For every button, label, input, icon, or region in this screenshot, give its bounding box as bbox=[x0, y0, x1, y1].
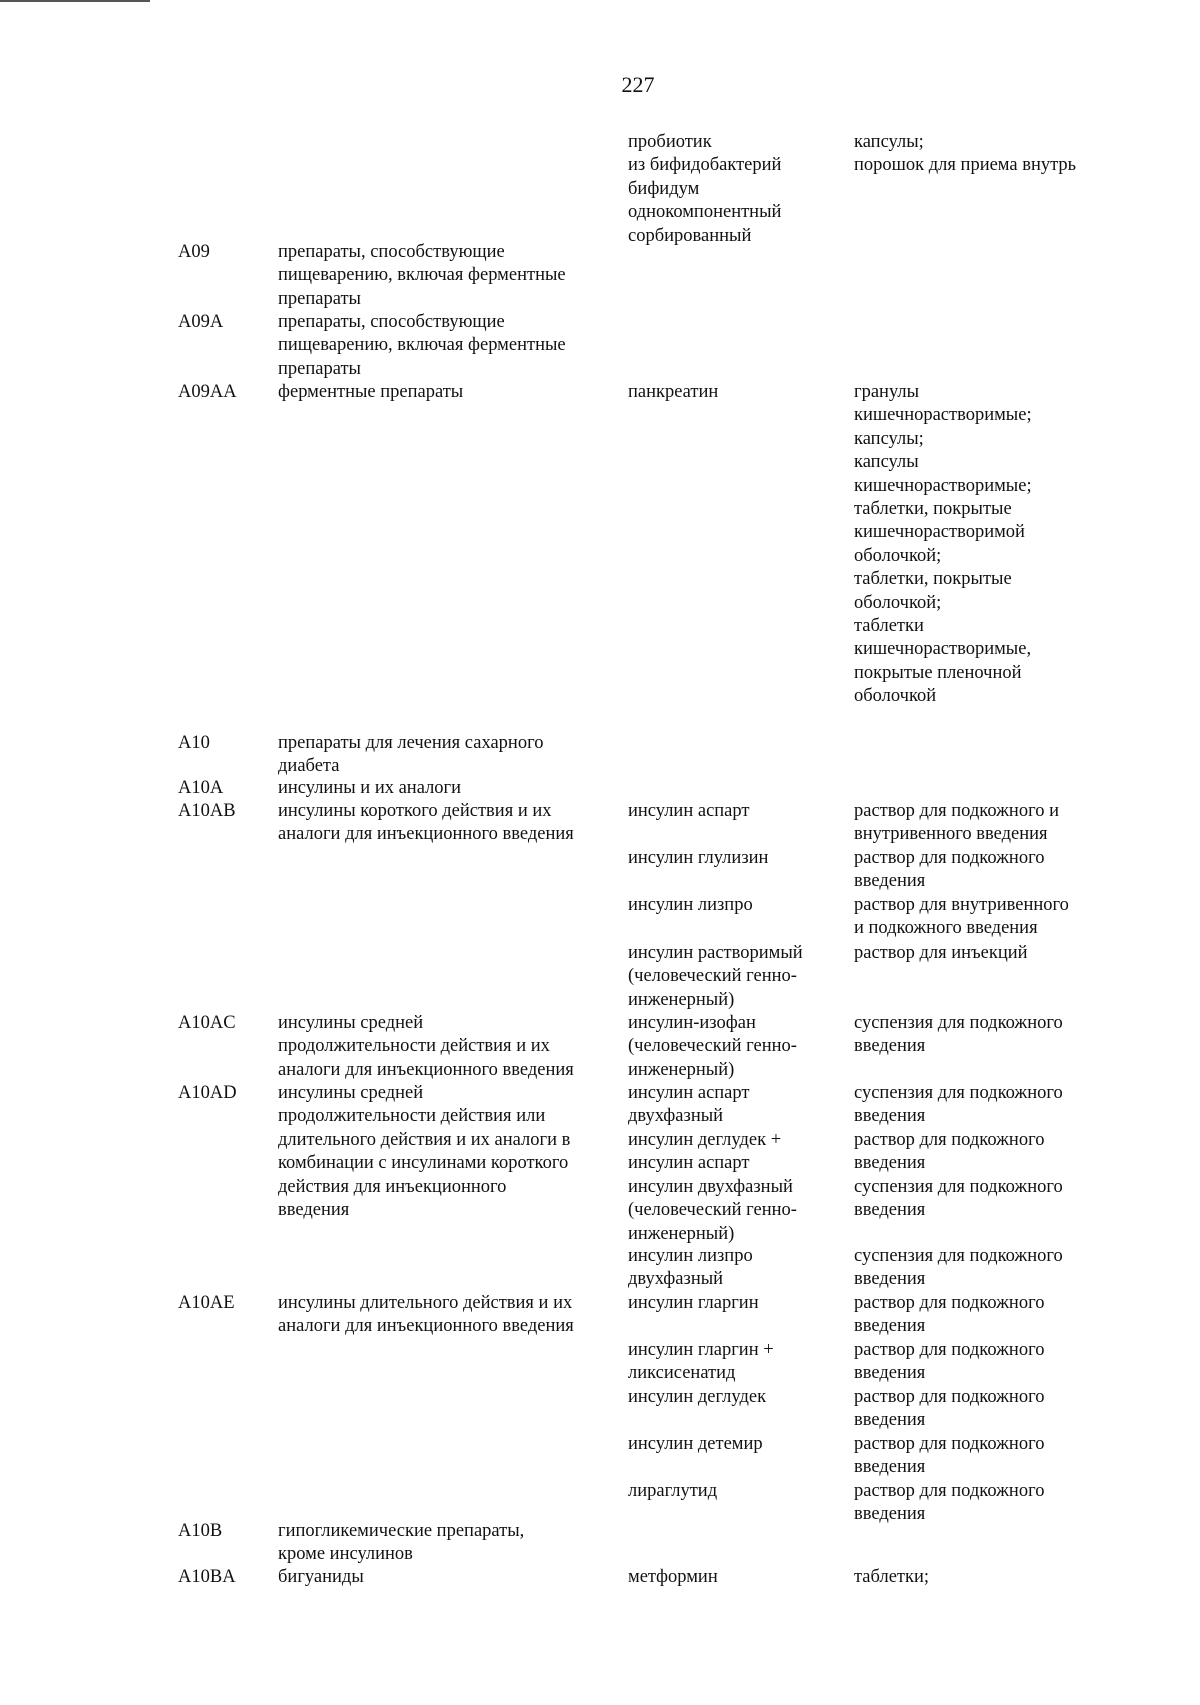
name-text-line: аналоги для инъекционного введения bbox=[278, 824, 574, 845]
table-cell-form bbox=[854, 800, 1104, 847]
form-text-line: раствор для подкожного bbox=[854, 1434, 1045, 1454]
form-text-line: раствор для инъекций bbox=[854, 943, 1028, 963]
code-text-line: A10BA bbox=[178, 1567, 236, 1587]
form-text-line: раствор для подкожного bbox=[854, 1481, 1045, 1501]
form-text-line: раствор для подкожного bbox=[854, 848, 1045, 868]
form-text-line: введения bbox=[854, 1504, 926, 1525]
name-text-line: диабета bbox=[278, 756, 340, 777]
drug-text-line: инсулин двухфазный bbox=[628, 1177, 793, 1197]
table-cell-name bbox=[278, 800, 618, 847]
page-number: 227 bbox=[621, 72, 655, 97]
name-text-line: инсулины средней bbox=[278, 1083, 424, 1103]
drug-text-line: пробиотик bbox=[628, 132, 712, 152]
table-cell-form bbox=[854, 131, 1104, 178]
name-text-line: препараты bbox=[278, 358, 361, 379]
table-cell-name bbox=[278, 311, 618, 381]
name-text-line: комбинации с инсулинами короткого bbox=[278, 1153, 569, 1174]
table-cell-form bbox=[854, 1386, 1104, 1433]
table-cell-form bbox=[854, 1433, 1104, 1480]
name-text-line: продолжительности действия или bbox=[278, 1106, 546, 1127]
drug-text-line: лираглутид bbox=[628, 1481, 718, 1501]
drug-text-line: сорбированный bbox=[628, 225, 752, 246]
form-text-line: таблетки, покрытые bbox=[854, 499, 1012, 520]
table-cell-code bbox=[178, 777, 260, 800]
table-cell-name bbox=[278, 1012, 618, 1082]
form-text-line: кишечнорастворимые; bbox=[854, 405, 1032, 426]
code-text-line: A09A bbox=[178, 312, 224, 332]
form-text-line: введения bbox=[854, 1269, 926, 1290]
drug-text-line: инженерный) bbox=[628, 989, 735, 1010]
form-text-line: введения bbox=[854, 871, 926, 892]
table-cell-drug bbox=[628, 1129, 838, 1176]
table-cell-name bbox=[278, 1082, 618, 1222]
drug-text-line: инсулин лизпро bbox=[628, 895, 753, 915]
table-cell-code bbox=[178, 311, 260, 334]
name-text-line: препараты, способствующие bbox=[278, 242, 505, 262]
drug-text-line: инсулин глулизин bbox=[628, 848, 769, 868]
table-cell-form bbox=[854, 942, 1104, 965]
form-text-line: порошок для приема внутрь bbox=[854, 155, 1077, 176]
drug-text-line: инсулин-изофан bbox=[628, 1013, 756, 1033]
drug-text-line: однокомпонентный bbox=[628, 202, 782, 223]
table-cell-form bbox=[854, 847, 1104, 894]
drug-text-line: ликсисенатид bbox=[628, 1363, 736, 1384]
table-cell-name bbox=[278, 1520, 618, 1567]
drug-text-line: (человеческий генно- bbox=[628, 966, 797, 987]
form-text-line: раствор для подкожного bbox=[854, 1387, 1045, 1407]
code-text-line: A10AB bbox=[178, 801, 236, 821]
name-text-line: препараты для лечения сахарного bbox=[278, 733, 544, 753]
form-text-line: введения bbox=[854, 1200, 926, 1221]
form-text-line: покрытые пленочной bbox=[854, 662, 1022, 683]
table-cell-drug bbox=[628, 1245, 838, 1292]
table-cell-name bbox=[278, 777, 618, 800]
name-text-line: препараты bbox=[278, 288, 361, 309]
table-cell-drug bbox=[628, 800, 838, 823]
table-cell-form bbox=[854, 894, 1104, 941]
form-text-line: кишечнорастворимые, bbox=[854, 639, 1032, 660]
table-cell-form bbox=[854, 1176, 1104, 1223]
table-cell-drug bbox=[628, 1176, 838, 1246]
table-cell-name bbox=[278, 732, 618, 779]
form-text-line: введения bbox=[854, 1410, 926, 1431]
table-cell-drug bbox=[628, 131, 838, 248]
table-cell-name bbox=[278, 1566, 618, 1589]
table-cell-drug bbox=[628, 1386, 838, 1409]
table-cell-drug bbox=[628, 1082, 838, 1129]
code-text-line: A10AE bbox=[178, 1293, 235, 1313]
form-text-line: оболочкой bbox=[854, 686, 937, 707]
name-text-line: бигуаниды bbox=[278, 1567, 364, 1587]
form-text-line: раствор для подкожного bbox=[854, 1130, 1045, 1150]
form-text-line: введения bbox=[854, 1106, 926, 1127]
form-text-line: введения bbox=[854, 1153, 926, 1174]
drug-text-line: (человеческий генно- bbox=[628, 1036, 797, 1057]
table-cell-drug bbox=[628, 1566, 838, 1589]
drug-text-line: инсулин детемир bbox=[628, 1434, 763, 1454]
code-text-line: A10AD bbox=[178, 1083, 237, 1103]
table-cell-code bbox=[178, 381, 260, 404]
name-text-line: введения bbox=[278, 1200, 350, 1221]
name-text-line: кроме инсулинов bbox=[278, 1544, 413, 1565]
drug-text-line: инженерный) bbox=[628, 1059, 735, 1080]
drug-text-line: инженерный) bbox=[628, 1223, 735, 1244]
form-text-line: кишечнорастворимой bbox=[854, 522, 1025, 543]
form-text-line: внутривенного введения bbox=[854, 824, 1048, 845]
form-text-line: введения bbox=[854, 1363, 926, 1384]
name-text-line: аналоги для инъекционного введения bbox=[278, 1316, 574, 1337]
form-text-line: раствор для внутривенного bbox=[854, 895, 1069, 915]
name-text-line: пищеварению, включая ферментные bbox=[278, 265, 566, 286]
form-text-line: суспензия для подкожного bbox=[854, 1013, 1063, 1033]
name-text-line: пищеварению, включая ферментные bbox=[278, 335, 566, 356]
code-text-line: A09 bbox=[178, 242, 210, 262]
table-cell-form bbox=[854, 381, 1104, 709]
table-cell-form bbox=[854, 1339, 1104, 1386]
form-text-line: раствор для подкожного bbox=[854, 1293, 1045, 1313]
form-text-line: введения bbox=[854, 1036, 926, 1057]
table-cell-drug bbox=[628, 381, 838, 404]
table-cell-form bbox=[854, 1245, 1104, 1292]
form-text-line: раствор для подкожного и bbox=[854, 801, 1059, 821]
drug-text-line: из бифидобактерий bbox=[628, 155, 782, 176]
form-text-line: гранулы bbox=[854, 382, 920, 402]
table-cell-drug bbox=[628, 1012, 838, 1082]
drug-text-line: инсулин растворимый bbox=[628, 943, 803, 963]
table-cell-name bbox=[278, 381, 618, 404]
name-text-line: аналоги для инъекционного введения bbox=[278, 1059, 574, 1080]
form-text-line: оболочкой; bbox=[854, 592, 942, 613]
table-cell-form bbox=[854, 1480, 1104, 1527]
form-text-line: суспензия для подкожного bbox=[854, 1246, 1063, 1266]
table-cell-form bbox=[854, 1566, 1104, 1589]
form-text-line: капсулы bbox=[854, 452, 919, 473]
name-text-line: гипогликемические препараты, bbox=[278, 1521, 525, 1541]
drug-text-line: бифидум bbox=[628, 178, 700, 199]
table-cell-form bbox=[854, 1082, 1104, 1129]
name-text-line: инсулины длительного действия и их bbox=[278, 1293, 573, 1313]
form-text-line: кишечнорастворимые; bbox=[854, 475, 1032, 496]
table-cell-form bbox=[854, 1292, 1104, 1339]
table-cell-code bbox=[178, 241, 260, 264]
form-text-line: таблетки bbox=[854, 616, 924, 637]
table-cell-code bbox=[178, 1520, 260, 1543]
table-cell-drug bbox=[628, 1433, 838, 1456]
form-text-line: введения bbox=[854, 1457, 926, 1478]
form-text-line: суспензия для подкожного bbox=[854, 1177, 1063, 1197]
drug-text-line: инсулин аспарт bbox=[628, 1153, 750, 1174]
name-text-line: ферментные препараты bbox=[278, 382, 464, 402]
form-text-line: оболочкой; bbox=[854, 545, 942, 566]
name-text-line: инсулины средней bbox=[278, 1013, 424, 1033]
scan-edge-line bbox=[0, 0, 150, 2]
table-cell-form bbox=[854, 1129, 1104, 1176]
table-cell-code bbox=[178, 800, 260, 823]
table-cell-code bbox=[178, 1292, 260, 1315]
form-text-line: таблетки; bbox=[854, 1567, 930, 1587]
form-text-line: введения bbox=[854, 1316, 926, 1337]
table-cell-drug bbox=[628, 847, 838, 870]
name-text-line: инсулины короткого действия и их bbox=[278, 801, 552, 821]
code-text-line: A10B bbox=[178, 1521, 223, 1541]
code-text-line: A09AA bbox=[178, 382, 237, 402]
code-text-line: A10AC bbox=[178, 1013, 236, 1033]
form-text-line: капсулы; bbox=[854, 428, 924, 449]
table-cell-form bbox=[854, 1012, 1104, 1059]
table-cell-name bbox=[278, 241, 618, 311]
drug-text-line: инсулин аспарт bbox=[628, 801, 750, 821]
name-text-line: инсулины и их аналоги bbox=[278, 778, 462, 798]
drug-text-line: панкреатин bbox=[628, 382, 719, 402]
drug-text-line: двухфазный bbox=[628, 1106, 724, 1127]
form-text-line: капсулы; bbox=[854, 132, 924, 152]
table-cell-code bbox=[178, 1566, 260, 1589]
table-cell-drug bbox=[628, 942, 838, 1012]
drug-text-line: метформин bbox=[628, 1567, 718, 1587]
table-cell-drug bbox=[628, 894, 838, 917]
table-cell-code bbox=[178, 1012, 260, 1035]
drug-text-line: инсулин гларгин bbox=[628, 1293, 759, 1313]
form-text-line: и подкожного введения bbox=[854, 918, 1038, 939]
form-text-line: таблетки, покрытые bbox=[854, 569, 1012, 590]
drug-text-line: (человеческий генно- bbox=[628, 1200, 797, 1221]
name-text-line: длительного действия и их аналоги в bbox=[278, 1129, 571, 1150]
name-text-line: продолжительности действия и их bbox=[278, 1036, 550, 1057]
table-cell-drug bbox=[628, 1339, 838, 1386]
drug-text-line: двухфазный bbox=[628, 1269, 724, 1290]
drug-text-line: инсулин аспарт bbox=[628, 1083, 750, 1103]
drug-text-line: инсулин деглудек bbox=[628, 1387, 767, 1407]
table-cell-drug bbox=[628, 1292, 838, 1315]
form-text-line: суспензия для подкожного bbox=[854, 1083, 1063, 1103]
form-text-line: раствор для подкожного bbox=[854, 1340, 1045, 1360]
code-text-line: A10A bbox=[178, 778, 224, 798]
table-cell-name bbox=[278, 1292, 618, 1339]
table-cell-drug bbox=[628, 1480, 838, 1503]
drug-text-line: инсулин деглудек + bbox=[628, 1130, 782, 1150]
name-text-line: препараты, способствующие bbox=[278, 312, 505, 332]
name-text-line: действия для инъекционного bbox=[278, 1176, 507, 1197]
table-cell-code bbox=[178, 732, 260, 755]
drug-text-line: инсулин гларгин + bbox=[628, 1340, 774, 1360]
drug-text-line: инсулин лизпро bbox=[628, 1246, 753, 1266]
table-cell-code bbox=[178, 1082, 260, 1105]
code-text-line: A10 bbox=[178, 733, 210, 753]
